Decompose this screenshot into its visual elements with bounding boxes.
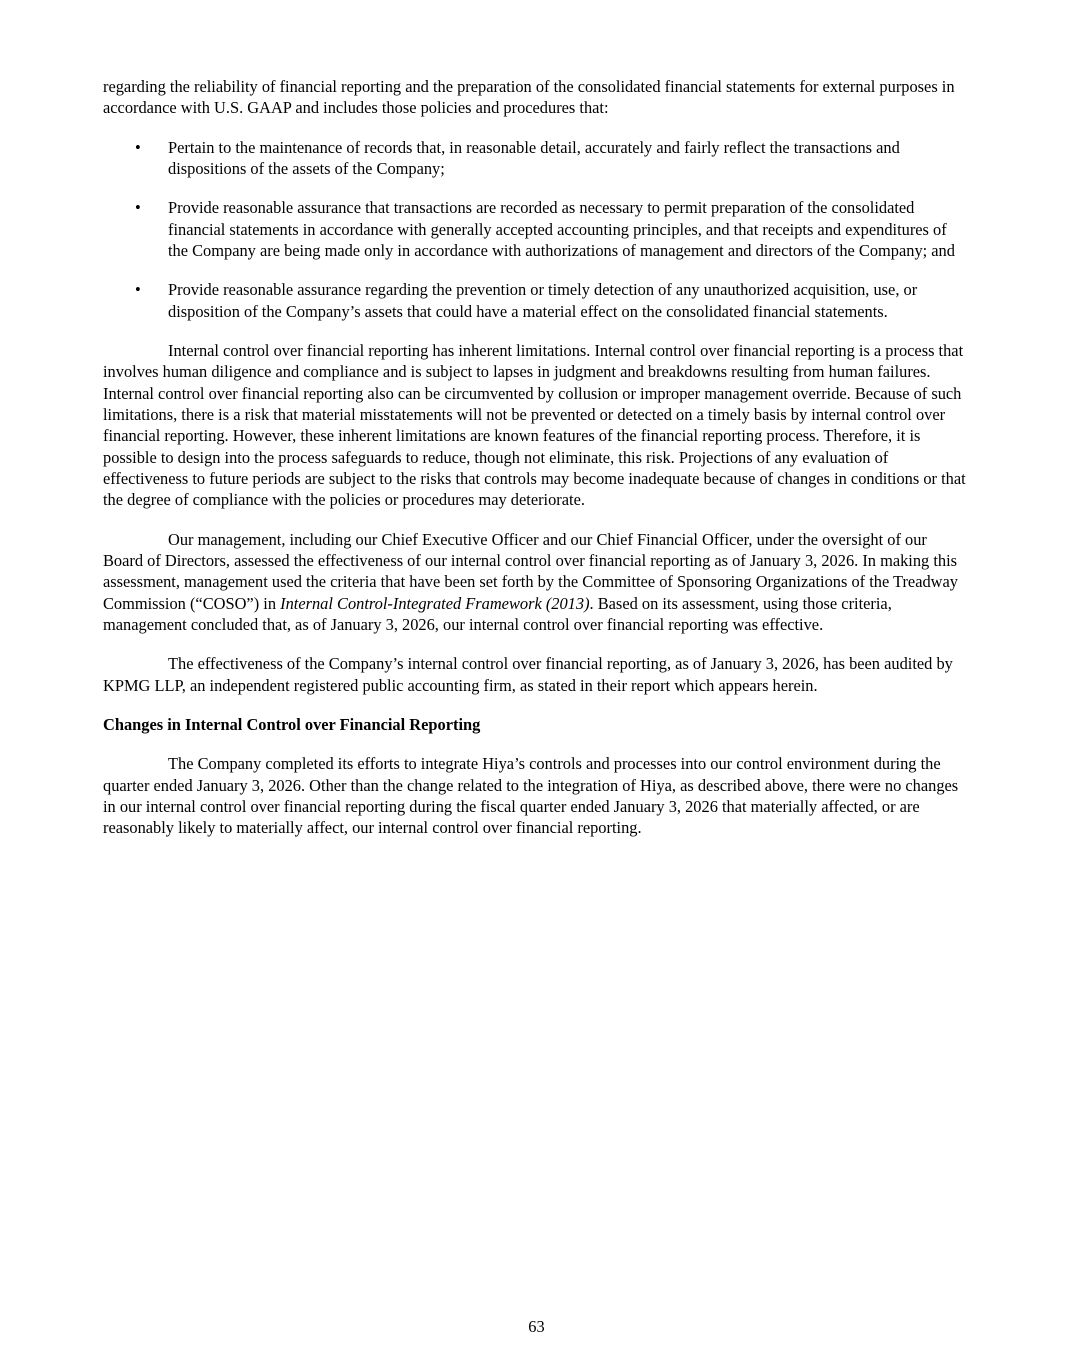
bullet-text-transactions: Provide reasonable assurance that transactions are recorded as necessary to permit preparation of the consolidated financial statements in accordance with generally accepted accounting principles, and that receipts and expenditures of the Company are being made only in accordance with authorizations of management and directors of the Company; and <box>168 198 955 260</box>
management-assessment-text-lead: Our management, including our Chief Executive Officer and our Chief Financial Officer, under the oversight of our Board of Directors, assessed the effectiveness of our internal control over financial reporting as of January 3, 2026. In making this assessment, management used the criteria that have been set forth by the Committee of Sponsoring Organizations of the Treadway Commission (“COSO”) in <box>103 529 958 613</box>
bullet-text-prevention: Provide reasonable assurance regarding the prevention or timely detection of any unauthorized acquisition, use, or disposition of the Company’s assets that could have a material effect on the consolidated financial statements. <box>168 280 918 321</box>
paragraph-management-assessment <box>103 529 970 636</box>
paragraph-changes-integration: The Company completed its efforts to integrate Hiya’s controls and processes into our control environment during the quarter ended January 3, 2026. Other than the change related to the integration of Hiya, as described above, there were no changes in our internal control over financial reporting during the fiscal quarter ended January 3, 2026 that materially affected, or are reasonably likely to materially affect, our internal control over financial reporting. <box>103 754 959 838</box>
paragraph-kpmg-audit: The effectiveness of the Company’s internal control over financial reporting, as of January 3, 2026, has been audited by KPMG LLP, an independent registered public accounting firm, as stated in their report which appears herein. <box>103 654 953 695</box>
page-number: 63 <box>528 1316 545 1336</box>
bullet-item <box>103 197 970 261</box>
bullet-item <box>103 137 970 180</box>
bullet-list <box>103 137 970 322</box>
bullet-item <box>103 279 970 322</box>
bullet-text-records: Pertain to the maintenance of records that, in reasonable detail, accurately and fairly reflect the transactions and dispositions of the assets of the Company; <box>168 137 900 178</box>
framework-title-italic: Internal Control-Integrated Framework (2013) <box>280 593 590 613</box>
bullet-marker: • <box>135 280 141 300</box>
intro-continuation-paragraph: regarding the reliability of financial reporting and the preparation of the consolidated financial statements for external purposes in accordance with U.S. GAAP and includes those policies and procedures that: <box>103 77 955 118</box>
bullet-marker: • <box>135 198 141 218</box>
section-heading-changes: Changes in Internal Control over Financial Reporting <box>103 714 481 734</box>
bullet-marker: • <box>135 137 141 157</box>
management-assessment-text-tail: . Based on its assessment, using those criteria, management concluded that, as of January 3, 2026, our internal control over financial reporting was effective. <box>103 593 892 634</box>
paragraph-inherent-limitations: Internal control over financial reporting has inherent limitations. Internal control over financial reporting is a process that involves human diligence and compliance and is subject to lapses in judgment and breakdowns resulting from human failures. Internal control over financial reporting also can be circumvented by collusion or improper management override. Because of such limitations, there is a risk that material misstatements will not be prevented or detected on a timely basis by internal control over financial reporting. However, these inherent limitations are known features of the financial reporting process. Therefore, it is possible to design into the process safeguards to reduce, though not eliminate, this risk. Projections of any evaluation of effectiveness to future periods are subject to the risks that controls may become inadequate because of changes in conditions or that the degree of compliance with the policies or procedures may deteriorate. <box>103 340 966 510</box>
